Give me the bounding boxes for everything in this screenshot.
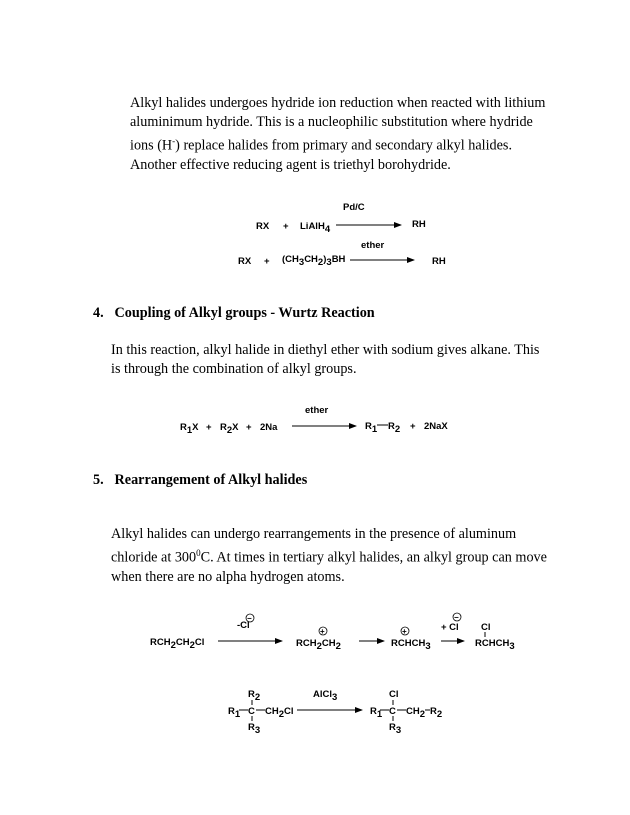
svg-text:R1: R1: [370, 706, 383, 720]
svg-text:R1: R1: [365, 421, 378, 435]
r2-label: R: [248, 689, 255, 700]
r3-label: R: [389, 722, 396, 733]
svg-text:RCH2CH2: RCH2CH2: [296, 638, 341, 652]
intro-line-4: Another effective reducing agent is triethyl borohydride.: [130, 156, 451, 173]
lialh4-reaction: [256, 202, 426, 235]
secondary-carbocation-label: RCHCH: [391, 638, 426, 649]
svg-text:CH2: CH2: [406, 706, 426, 720]
svg-text:−: −: [454, 613, 459, 622]
r2-label: R: [430, 706, 437, 717]
r1-label: R: [370, 706, 377, 717]
section-5-line-2: chloride at $300^0C$. At times in tertiary alkyl halides, an alkyl group can move: [111, 548, 547, 566]
pd-c-condition: Pd/C: [343, 202, 365, 213]
primary-carbocation-label: RCH: [296, 638, 317, 649]
rearrangement-scheme-2: [228, 689, 442, 736]
svg-text:R2: R2: [388, 421, 401, 435]
ether-condition: ether: [361, 240, 385, 251]
r2x-label: R: [220, 422, 227, 433]
intro-line-2: aluminimum hydride. This is a nucleophilic substitution where hydride: [130, 114, 533, 130]
rx-label: RX: [238, 256, 252, 267]
svg-text:R2: R2: [248, 689, 261, 703]
svg-text:+: +: [320, 627, 325, 636]
plus-sign: +: [410, 421, 416, 432]
rh-product: RH: [412, 219, 426, 230]
ether-condition: ether: [305, 405, 329, 416]
svg-text:R3: R3: [248, 722, 261, 736]
borohydride-label: (CH: [282, 254, 299, 265]
svg-text:R3: R3: [389, 722, 402, 736]
svg-text:RCHCH3: RCHCH3: [475, 638, 515, 652]
wurtz-reaction: [180, 405, 448, 436]
r3-label: R: [248, 722, 255, 733]
rearrangement-scheme-1: [150, 613, 515, 652]
r1-label: R: [228, 706, 235, 717]
svg-text:+: +: [402, 627, 407, 636]
carbon-label: C: [389, 706, 396, 717]
rh-product: RH: [432, 256, 446, 267]
plus-cl-label: + Cl: [441, 622, 459, 633]
borohydride-reaction: [238, 240, 446, 268]
section-4-title: Coupling of Alkyl groups - Wurtz Reaction: [114, 305, 375, 321]
svg-text:−: −: [247, 614, 252, 623]
svg-text:R2X: R2X: [220, 422, 239, 436]
section-4-line-1: In this reaction, alkyl halide in diethyl ether with sodium gives alkane. This: [111, 342, 540, 358]
ch2-label: CH: [406, 706, 420, 717]
product-cl-label: Cl: [481, 622, 491, 633]
svg-text:CH2Cl: CH2Cl: [265, 706, 294, 720]
lialh4-label: LiAlH: [300, 221, 325, 232]
plus-sign: +: [264, 256, 270, 267]
plus-sign: +: [246, 422, 252, 433]
rx-label: RX: [256, 221, 270, 232]
section-4-line-2: is through the combination of alkyl groups.: [111, 361, 357, 377]
nax-label: 2NaX: [424, 421, 448, 432]
section-5-line-3: when there are no alpha hydrogen atoms.: [111, 568, 345, 585]
section-5-title: Rearrangement of Alkyl halides: [114, 472, 308, 488]
sodium-label: 2Na: [260, 422, 278, 433]
section-5-number: 5.: [93, 472, 104, 488]
product-cl-label: Cl: [389, 689, 399, 700]
plus-sign: +: [206, 422, 212, 433]
rch2ch2cl-label: RCH: [150, 637, 171, 648]
svg-text:RCH2CH2Cl: RCH2CH2Cl: [150, 637, 205, 651]
alcl3-condition: AlCl: [313, 689, 332, 700]
rchch3-product: RCHCH: [475, 638, 510, 649]
svg-text:AlCl3: AlCl3: [313, 689, 338, 703]
svg-text:(CH3CH2)3BH: (CH3CH2)3BH: [282, 254, 346, 268]
svg-text:R1X: R1X: [180, 422, 199, 436]
svg-text:R2: R2: [430, 706, 443, 720]
section-5-line-1: Alkyl halides can undergo rearrangements in the presence of aluminum: [111, 526, 517, 542]
carbon-label: C: [248, 706, 255, 717]
ch2cl-label: CH: [265, 706, 279, 717]
svg-text:LiAlH4: LiAlH4: [300, 221, 331, 235]
plus-sign: +: [283, 221, 289, 232]
intro-line-1: Alkyl halides undergoes hydride ion reduction when reacted with lithium: [130, 95, 546, 111]
section-4-number: 4.: [93, 305, 104, 321]
svg-text:R1: R1: [228, 706, 241, 720]
svg-text:RCHCH3: RCHCH3: [391, 638, 431, 652]
r1-r2-product: R: [365, 421, 372, 432]
minus-cl-label: -Cl: [237, 620, 250, 631]
r1x-label: R: [180, 422, 187, 433]
intro-line-3: ions (H-) replace halides from primary and secondary alkyl halides.: [130, 136, 512, 154]
